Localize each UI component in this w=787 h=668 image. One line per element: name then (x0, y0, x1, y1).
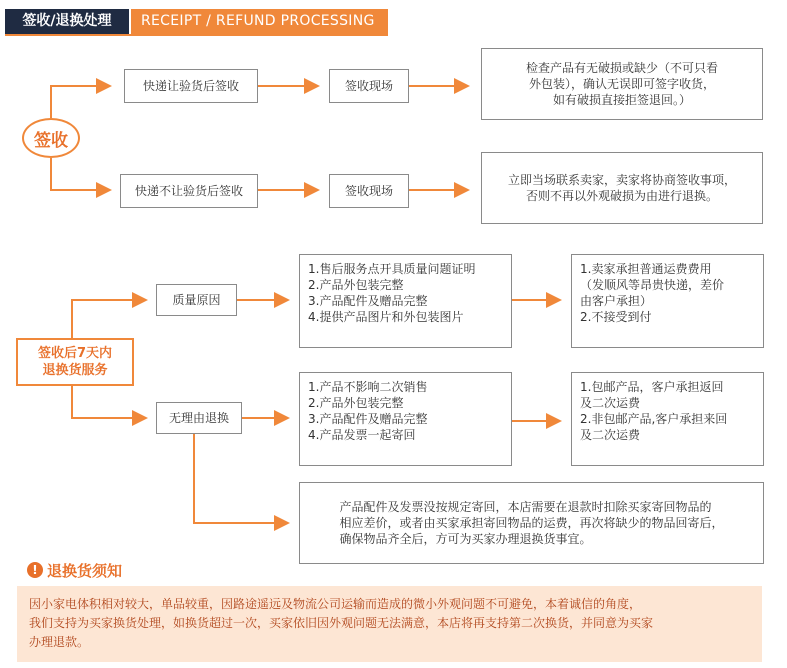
refund-quality-result (571, 254, 764, 348)
refund-noreason-result (571, 372, 764, 466)
refund-root-line: 退换货服务 (42, 363, 108, 378)
arrow-root-quality (72, 300, 146, 338)
result-item: 及二次运费 (580, 396, 641, 410)
receipt-row2-note-line: 立即当场联系卖家，卖家将协商签收事项， (507, 173, 736, 187)
receipt-row2-step2: 签收现场 (329, 174, 409, 208)
refund-root-node (16, 338, 134, 386)
header-title-en: RECEIPT / REFUND PROCESSING (131, 9, 388, 34)
note-line: 相应差价，或者由买家承担寄回物品的运费，再次将缺少的物品回寄后， (339, 516, 724, 530)
notice-line: 因小家电体积相对较大，单品较重，因路途遥远及物流公司运输而造成的微小外观问题不可避免，本着诚信的角度， (29, 597, 642, 611)
receipt-row2-note-line: 否则不再以外观破损为由进行退换。 (525, 189, 718, 203)
condition-item: 2.产品外包装完整 (308, 278, 404, 292)
arrow-root-row2 (51, 158, 110, 190)
refund-noreason-label: 无理由退换 (156, 402, 242, 434)
receipt-row1-note-line: 检查产品有无破损或缺少（不可只看 (525, 61, 718, 75)
notice-line: 办理退款。 (29, 635, 90, 649)
arrow-root-row1 (51, 86, 110, 118)
result-item: 2.非包邮产品,客户承担来回 (580, 412, 728, 426)
receipt-row1-note-line: 外包装），确认无误即可签字收货， (528, 77, 715, 91)
condition-item: 4.产品发票一起寄回 (308, 428, 416, 442)
result-item: 及二次运费 (580, 428, 641, 442)
notice-box (17, 586, 762, 662)
receipt-root-node: 签收 (22, 118, 80, 158)
result-item: （发顺风等昂贵快递，差价 (580, 278, 725, 292)
refund-quality-label: 质量原因 (156, 284, 237, 316)
receipt-row1-step1: 快递让验货后签收 (124, 69, 258, 103)
receipt-row2-step1: 快递不让验货后签收 (120, 174, 258, 208)
header-title-cn: 签收/退换处理 (5, 9, 129, 34)
result-item: 1.卖家承担普通运费费用 (580, 262, 712, 276)
result-item: 1.包邮产品，客户承担返回 (580, 380, 724, 394)
notice-title: 退换货须知 (47, 561, 123, 580)
note-line: 产品配件及发票没按规定寄回，本店需要在退款时扣除买家寄回物品的 (339, 500, 712, 514)
receipt-row2-note (481, 152, 763, 224)
condition-item: 1.产品不影响二次销售 (308, 380, 428, 394)
condition-item: 3.产品配件及赠品完整 (308, 294, 428, 308)
refund-noreason-conditions (299, 372, 512, 466)
warning-icon: ! (27, 562, 43, 578)
refund-quality-conditions (299, 254, 512, 348)
receipt-row1-note (481, 48, 763, 120)
condition-item: 2.产品外包装完整 (308, 396, 404, 410)
result-item: 2.不接受到付 (580, 310, 652, 324)
arrow-root-noreason (72, 386, 146, 418)
receipt-row1-step2: 签收现场 (329, 69, 409, 103)
note-line: 确保物品齐全后，方可为买家办理退换货事宜。 (339, 532, 592, 546)
condition-item: 4.提供产品图片和外包装图片 (308, 310, 464, 324)
header-divider (5, 34, 388, 36)
result-item: 由客户承担） (580, 294, 653, 308)
arrow-noreason-note (194, 432, 288, 523)
condition-item: 1.售后服务点开具质量问题证明 (308, 262, 476, 276)
refund-root-line: 签收后7天内 (37, 346, 113, 361)
receipt-row1-note-line: 如有破损直接拒签退回。） (552, 93, 691, 107)
notice-line: 我们支持为买家换货处理，如换货超过一次，买家依旧因外观问题无法满意，本店将再支持第二次换货，并同意为买家 (29, 616, 654, 630)
refund-missing-items-note (299, 482, 764, 564)
condition-item: 3.产品配件及赠品完整 (308, 412, 428, 426)
notice-heading (27, 560, 122, 580)
